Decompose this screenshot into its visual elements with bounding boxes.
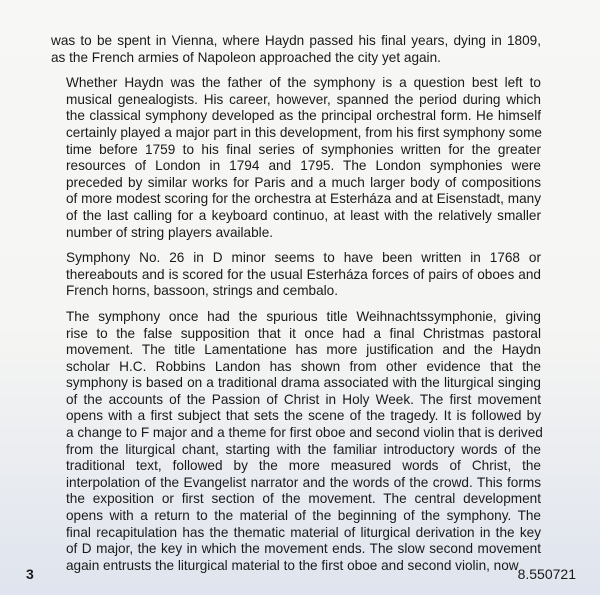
text-line: traditional text, followed by the more measured words of Christ, the xyxy=(66,458,541,474)
catalog-number: 8.550721 xyxy=(517,566,576,582)
text-line: of more modest scoring for the orchestra at Esterháza and at Eisenstadt, many xyxy=(66,191,541,207)
text-line: of D major, the key in which the movement ends. The slow second movement xyxy=(66,541,541,557)
text-line: preceded by similar works for Paris and a much larger body of compositions xyxy=(66,174,541,190)
text-line: was to be spent in Vienna, where Haydn passed his final years, dying in 1809, xyxy=(51,33,541,48)
page-body xyxy=(51,0,541,583)
page-number: 3 xyxy=(26,566,34,582)
text-line: number of string players available. xyxy=(66,224,274,240)
text-line: The symphony once had the spurious title Weihnachtssymphonie, giving xyxy=(66,308,541,324)
text-line: again entrusts the liturgical material to the first oboe and second violin, now xyxy=(66,557,519,573)
text-line: movement. The title Lamentatione has more justification and the Haydn xyxy=(66,342,541,358)
text-line: interpolation of the Evangelist narrator and the words of the crowd. This forms xyxy=(66,474,541,490)
text-line: Symphony No. 26 in D minor seems to have been written in 1768 or xyxy=(66,250,541,266)
text-line: French horns, bassoon, strings and cembalo. xyxy=(66,283,339,299)
paragraph xyxy=(51,75,541,241)
text-line: symphony is based on a traditional drama associated with the liturgical singing xyxy=(66,375,541,391)
text-line: resources of London in 1794 and 1795. The London symphonies were xyxy=(66,158,541,174)
text-line: scholar H.C. Robbins Landon has shown from other evidence that the xyxy=(66,358,541,374)
text-line: opens with a first subject that sets the scene of the tragedy. It is followed by xyxy=(66,408,541,424)
text-line: time before 1759 to his final series of symphonies written for the greater xyxy=(66,141,541,157)
text-line: certainly played a major part in this development, from his first symphony some xyxy=(66,124,542,140)
text-line: as the French armies of Napoleon approached the city yet again. xyxy=(51,49,441,65)
text-line: final recapitulation has the thematic material of liturgical derivation in the key xyxy=(66,524,541,540)
text-line: the exposition or first section of the movement. The central development xyxy=(66,491,541,507)
text-line: thereabouts and is scored for the usual Esterháza forces of pairs of oboes and xyxy=(66,266,541,282)
text-line: the classical symphony developed as the principal orchestral form. He himself xyxy=(66,108,541,124)
text-line: a change to F major and a theme for first oboe and second violin that is derived xyxy=(66,425,543,441)
text-line: musical genealogists. His career, however, spanned the period during which xyxy=(66,91,541,107)
paragraph xyxy=(51,250,541,300)
text-line: of the accounts of the Passion of Christ in Holy Week. The first movement xyxy=(66,391,541,407)
text-line: opens with a return to the material of the beginning of the symphony. The xyxy=(66,508,541,524)
text-line: from the liturgical chant, starting with the familiar introductory words of the xyxy=(66,441,541,457)
text-line: rise to the false supposition that it once had a final Christmas pastoral xyxy=(66,325,541,341)
text-line: of the last calling for a keyboard continuo, at least with the relatively smaller xyxy=(66,207,541,223)
text-line: Whether Haydn was the father of the symphony is a question best left to xyxy=(66,75,541,91)
paragraph xyxy=(51,309,541,575)
paragraph xyxy=(51,33,541,66)
